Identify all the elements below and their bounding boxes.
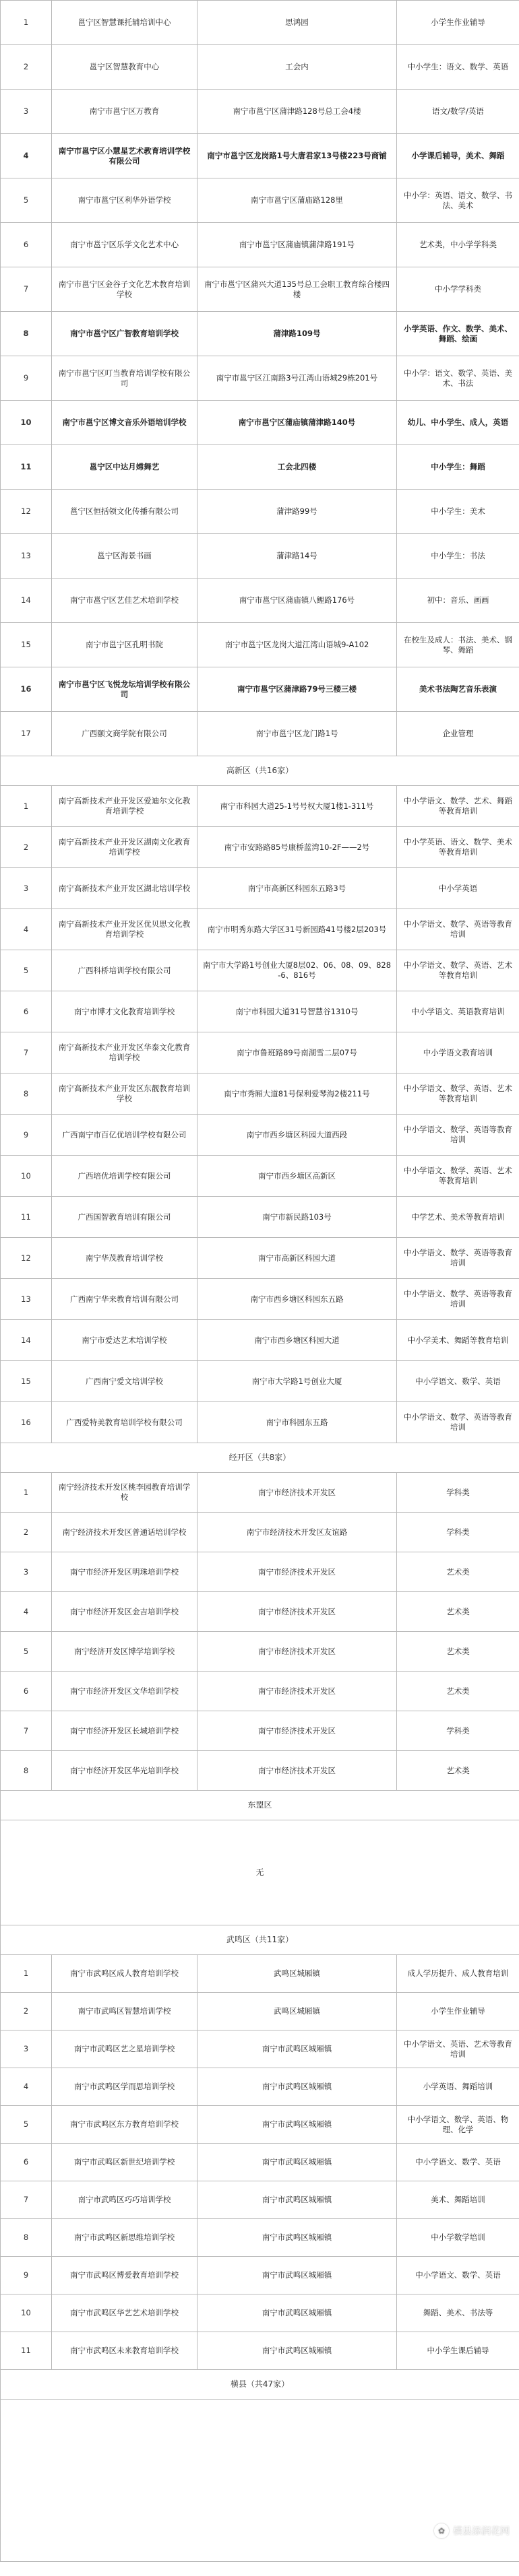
- institution-address: 南宁市武鸣区城厢镇: [197, 2257, 397, 2294]
- training-scope: 中小学语文、数学、英语、艺术等教育培训: [397, 1074, 519, 1115]
- row-number: 6: [1, 2144, 52, 2181]
- row-number: 13: [1, 1279, 52, 1320]
- training-scope: 中小学数学培训: [397, 2219, 519, 2257]
- training-scope: 中小学生：书法: [397, 534, 519, 579]
- training-scope: 艺术类，中小学学科类: [397, 223, 519, 267]
- institution-address: 南宁市科园东五路: [197, 1402, 397, 1443]
- section-title: 武鸣区（共11家）: [1, 1925, 519, 1955]
- training-scope: 中小学语文、英语教育培训: [397, 991, 519, 1032]
- training-scope: 中小学英语: [397, 868, 519, 909]
- row-number: 3: [1, 90, 52, 134]
- table-row: [1, 356, 519, 401]
- institution-name: 南宁经济技术开发区普通话培训学校: [52, 1513, 197, 1552]
- table-row: [1, 223, 519, 267]
- training-scope: 小学英语、舞蹈培训: [397, 2068, 519, 2106]
- row-number: 11: [1, 445, 52, 490]
- table-row: [1, 712, 519, 756]
- row-number: 8: [1, 312, 52, 356]
- institution-address: 南宁市武鸣区城厢镇: [197, 2144, 397, 2181]
- row-number: 10: [1, 401, 52, 445]
- training-scope: 中小学语文、数学、英语、艺术等教育培训: [397, 950, 519, 991]
- table-row: [1, 534, 519, 579]
- institution-address: 南宁市邕宁区蒲庙镇八鲤路176号: [197, 579, 397, 623]
- table-row: [1, 2181, 519, 2219]
- row-number: 10: [1, 1156, 52, 1197]
- institution-name: 南宁市武鸣区新世纪培训学校: [52, 2144, 197, 2181]
- row-number: 1: [1, 786, 52, 827]
- row-number: 7: [1, 2181, 52, 2219]
- institution-address: 南宁市武鸣区城厢镇: [197, 2332, 397, 2370]
- table-row: [1, 909, 519, 950]
- institution-name: 南宁市邕宁区乐学文化艺术中心: [52, 223, 197, 267]
- section-header-row: [1, 2370, 519, 2400]
- institution-name: 南宁市武鸣区博爱教育培训学校: [52, 2257, 197, 2294]
- table-row: [1, 490, 519, 534]
- institution-name: 南宁市武鸣区新思维培训学校: [52, 2219, 197, 2257]
- institution-address: 南宁市邕宁区蒲庙路128里: [197, 178, 397, 223]
- table-row: [1, 2144, 519, 2181]
- institution-address: 南宁市邕宁区蒲庙镇蒲津路191号: [197, 223, 397, 267]
- table-row: [1, 868, 519, 909]
- row-number: 13: [1, 534, 52, 579]
- row-number: 17: [1, 712, 52, 756]
- training-scope: 中小学语文、数学、英语等教育培训: [397, 1279, 519, 1320]
- institution-address: 南宁市安路路85号康桥蓝湾10-2F——2号: [197, 827, 397, 868]
- institution-name: 南宁经济技术开发区桃李园教育培训学校: [52, 1473, 197, 1513]
- table-row: [1, 991, 519, 1032]
- institution-address: 南宁市鲁班路89号南湖雪二层07号: [197, 1032, 397, 1074]
- institution-name: 南宁市武鸣区学而思培训学校: [52, 2068, 197, 2106]
- row-number: 8: [1, 1074, 52, 1115]
- training-scope: 中小学生：美术: [397, 490, 519, 534]
- institution-address: 南宁市大学路1号创业大厦: [197, 1361, 397, 1402]
- row-number: 14: [1, 579, 52, 623]
- table-row: [1, 1751, 519, 1791]
- table-row: [1, 1473, 519, 1513]
- institution-address: 南宁市邕宁区蒲兴大道135号总工会职工教育综合楼四楼: [197, 267, 397, 312]
- institution-name: 南宁高新技术产业开发区东靓教育培训学校: [52, 1074, 197, 1115]
- table-row: [1, 2219, 519, 2257]
- institution-name: 南宁市武鸣区东方教育培训学校: [52, 2106, 197, 2144]
- row-number: 4: [1, 2068, 52, 2106]
- row-number: 2: [1, 827, 52, 868]
- institution-address: 武鸣区城厢镇: [197, 1993, 397, 2030]
- institution-name: 南宁高新技术产业开发区湖北培训学校: [52, 868, 197, 909]
- training-scope: 艺术类: [397, 1632, 519, 1672]
- training-scope: 在校生及成人：书法、美术、钢琴、舞蹈: [397, 623, 519, 667]
- institution-address: 南宁市经济技术开发区: [197, 1592, 397, 1632]
- table-row: [1, 45, 519, 90]
- table-row: [1, 2257, 519, 2294]
- institution-address: 蒲津路14号: [197, 534, 397, 579]
- training-scope: 中小学语文、数学、英语: [397, 2144, 519, 2181]
- institution-name: 南宁市经济开发区长城培训学校: [52, 1711, 197, 1751]
- table-row: [1, 1032, 519, 1074]
- training-scope: 中小学语文、数学、艺术、舞蹈等教育培训: [397, 786, 519, 827]
- institution-name: 南宁经济开发区博学培训学校: [52, 1632, 197, 1672]
- table-row: [1, 267, 519, 312]
- row-number: 2: [1, 45, 52, 90]
- institution-name: 南宁市经济开发区金吉培训学校: [52, 1592, 197, 1632]
- table-row: [1, 312, 519, 356]
- institution-address: 工会北四楼: [197, 445, 397, 490]
- row-number: 3: [1, 1552, 52, 1592]
- institution-address: 南宁市西乡塘区科园大道: [197, 1320, 397, 1361]
- row-number: 5: [1, 1632, 52, 1672]
- row-number: 3: [1, 868, 52, 909]
- section-header-row: [1, 756, 519, 786]
- institution-address: 南宁市经济技术开发区: [197, 1751, 397, 1791]
- row-number: 6: [1, 223, 52, 267]
- row-number: 7: [1, 267, 52, 312]
- table-row: [1, 1115, 519, 1156]
- table-row: [1, 134, 519, 178]
- training-scope: 幼儿、中小学生、成人，英语: [397, 401, 519, 445]
- training-scope: 中小学语文、数学、英语、物理、化学: [397, 2106, 519, 2144]
- institution-address: 南宁市武鸣区城厢镇: [197, 2030, 397, 2068]
- institution-name: 邕宁区智慧课托辅培训中心: [52, 1, 197, 45]
- row-number: 1: [1, 1955, 52, 1993]
- section-header-row: [1, 1925, 519, 1955]
- table-row: [1, 1632, 519, 1672]
- row-number: 9: [1, 356, 52, 401]
- institution-address: 蒲津路109号: [197, 312, 397, 356]
- institution-address: 南宁市武鸣区城厢镇: [197, 2294, 397, 2332]
- table-row: [1, 950, 519, 991]
- table-row: [1, 1279, 519, 1320]
- institution-address: 南宁市新民路103号: [197, 1197, 397, 1238]
- institution-name: 邕宁区恒括领文化传播有限公司: [52, 490, 197, 534]
- institution-address: 南宁市邕宁区蒲庙镇蒲津路140号: [197, 401, 397, 445]
- training-scope: 语文/数学/英语: [397, 90, 519, 134]
- institution-name: 邕宁区中达月嫦舞艺: [52, 445, 197, 490]
- row-number: 6: [1, 1672, 52, 1711]
- institution-address: 南宁市西乡塘区高新区: [197, 1156, 397, 1197]
- institution-address: 南宁市武鸣区城厢镇: [197, 2068, 397, 2106]
- training-scope: 中小学生：语文、数学、英语: [397, 45, 519, 90]
- institution-name: 南宁市邕宁区飞悦龙坛培训学校有限公司: [52, 667, 197, 712]
- institution-address: 南宁市邕宁区江南路3号江湾山语城29栋201号: [197, 356, 397, 401]
- institution-name: 南宁市武鸣区华艺艺术培训学校: [52, 2294, 197, 2332]
- training-scope: 中小学语文、数学、英语等教育培训: [397, 1238, 519, 1279]
- training-scope: 中小学语文、数学、英语: [397, 1361, 519, 1402]
- training-scope: 中小学语文、数学、英语: [397, 2257, 519, 2294]
- training-scope: 中小学生：舞蹈: [397, 445, 519, 490]
- empty-row: [1, 1820, 519, 1925]
- training-scope: 中小学语文、数学、英语、艺术等教育培训: [397, 1156, 519, 1197]
- institution-address: 南宁市武鸣区城厢镇: [197, 2181, 397, 2219]
- table-row: [1, 178, 519, 223]
- institution-address: 南宁市邕宁区龙岗大道江湾山语城9-A102: [197, 623, 397, 667]
- section-title: 横县（共47家）: [1, 2370, 519, 2400]
- training-scope: 小学生作业辅导: [397, 1, 519, 45]
- row-number: 14: [1, 1320, 52, 1361]
- institution-name: 广西南宁华来教育培训有限公司: [52, 1279, 197, 1320]
- training-scope: 艺术类: [397, 1552, 519, 1592]
- institution-name: 南宁市爱达艺术培训学校: [52, 1320, 197, 1361]
- institution-name: 南宁市武鸣区成人教育培训学校: [52, 1955, 197, 1993]
- training-scope: 美术书法陶艺音乐表演: [397, 667, 519, 712]
- institution-name: 南宁市邕宁区叮当教育培训学校有限公司: [52, 356, 197, 401]
- table-row: [1, 445, 519, 490]
- training-scope: 学科类: [397, 1513, 519, 1552]
- table-row: [1, 2294, 519, 2332]
- empty-value: 无: [1, 1820, 519, 1925]
- institution-name: 南宁市邕宁区金谷子文化艺术教育培训学校: [52, 267, 197, 312]
- institution-name: 南宁市邕宁区万教育: [52, 90, 197, 134]
- institution-name: 南宁高新技术产业开发区华泰文化教育培训学校: [52, 1032, 197, 1074]
- training-scope: 中小学语文、数学、英语等教育培训: [397, 1115, 519, 1156]
- institution-address: 南宁市经济技术开发区: [197, 1711, 397, 1751]
- institution-address: 南宁市西乡塘区科园大道西段: [197, 1115, 397, 1156]
- institution-address: 南宁市经济技术开发区: [197, 1552, 397, 1592]
- institution-name: 南宁高新技术产业开发区优贝思文化教育培训学校: [52, 909, 197, 950]
- row-number: 7: [1, 1711, 52, 1751]
- row-number: 9: [1, 1115, 52, 1156]
- row-number: 2: [1, 1993, 52, 2030]
- institution-name: 南宁市博才文化教育培训学校: [52, 991, 197, 1032]
- training-scope: 中小学语文、英语、艺术等教育培训: [397, 2030, 519, 2068]
- row-number: 3: [1, 2030, 52, 2068]
- institution-name: 南宁市邕宁区孔明书院: [52, 623, 197, 667]
- table-row: [1, 2332, 519, 2370]
- institution-address: 南宁市经济技术开发区: [197, 1473, 397, 1513]
- institution-address: 武鸣区城厢镇: [197, 1955, 397, 1993]
- row-number: 16: [1, 1402, 52, 1443]
- institution-name: 广西科桥培训学校有限公司: [52, 950, 197, 991]
- row-number: 15: [1, 623, 52, 667]
- institution-address: 南宁市经济技术开发区: [197, 1672, 397, 1711]
- table-row: [1, 401, 519, 445]
- row-number: 5: [1, 178, 52, 223]
- institution-name: 南宁市邕宁区艺佳艺术培训学校: [52, 579, 197, 623]
- row-number: 11: [1, 1197, 52, 1238]
- training-scope: 成人学历提升、成人教育培训: [397, 1955, 519, 1993]
- institution-address: 南宁市武鸣区城厢镇: [197, 2106, 397, 2144]
- institution-name: 南宁市邕宁区博文音乐外语培训学校: [52, 401, 197, 445]
- institution-name: 南宁市武鸣区巧巧培训学校: [52, 2181, 197, 2219]
- institution-name: 南宁市经济开发区明珠培训学校: [52, 1552, 197, 1592]
- institution-address: 南宁市大学路1号创业大厦8层02、06、08、09、828-6、816号: [197, 950, 397, 991]
- row-number: 12: [1, 1238, 52, 1279]
- institution-name: 广西南宁爱文培训学校: [52, 1361, 197, 1402]
- row-number: 8: [1, 1751, 52, 1791]
- row-number: 1: [1, 1, 52, 45]
- training-scope: 学科类: [397, 1473, 519, 1513]
- training-scope: 小学课后辅导，美术、舞蹈: [397, 134, 519, 178]
- table-row: [1, 623, 519, 667]
- table-row: [1, 2106, 519, 2144]
- table-row: [1, 1197, 519, 1238]
- institution-address: 工会内: [197, 45, 397, 90]
- training-scope: 中小学：语文、数学、英语、美术、书法: [397, 356, 519, 401]
- institution-address: 南宁市邕宁区龙岗路1号大唐君家13号楼223号商铺: [197, 134, 397, 178]
- institution-name: 广西国智教育培训有限公司: [52, 1197, 197, 1238]
- table-row: [1, 2030, 519, 2068]
- training-scope: 艺术类: [397, 1592, 519, 1632]
- table-row: [1, 1238, 519, 1279]
- institution-name: 南宁市武鸣区智慧培训学校: [52, 1993, 197, 2030]
- row-number: 2: [1, 1513, 52, 1552]
- watermark: [434, 2523, 510, 2538]
- institution-address: 蒲津路99号: [197, 490, 397, 534]
- institution-address: 南宁市经济技术开发区友谊路: [197, 1513, 397, 1552]
- wechat-icon: ✿: [434, 2523, 449, 2538]
- row-number: 10: [1, 2294, 52, 2332]
- institution-name: 南宁市邕宁区广智教育培训学校: [52, 312, 197, 356]
- institution-address: 南宁市西乡塘区科园东五路: [197, 1279, 397, 1320]
- table-row: [1, 667, 519, 712]
- institution-name: 广西南宁市百亿优培训学校有限公司: [52, 1115, 197, 1156]
- training-scope: 美术、舞蹈培训: [397, 2181, 519, 2219]
- section-title: 经开区（共8家）: [1, 1443, 519, 1473]
- row-number: 5: [1, 950, 52, 991]
- institution-address: 南宁市科园大道25-1号号权大厦1楼1-311号: [197, 786, 397, 827]
- training-scope: 中小学语文教育培训: [397, 1032, 519, 1074]
- training-scope: 中小学美术、舞蹈等教育培训: [397, 1320, 519, 1361]
- training-scope: 小学英语、作文、数学、美术、舞蹈、绘画: [397, 312, 519, 356]
- table-row: [1, 1, 519, 45]
- row-number: 16: [1, 667, 52, 712]
- institution-name: 南宁市武鸣区未来教育培训学校: [52, 2332, 197, 2370]
- training-scope: 中小学英语、语文、数学、美术等教育培训: [397, 827, 519, 868]
- institution-name: 南宁市邕宁区小慧星艺术教育培训学校有限公司: [52, 134, 197, 178]
- row-number: 5: [1, 2106, 52, 2144]
- table-row: [1, 1955, 519, 1993]
- institution-address: 南宁市邕宁区蒲津路128号总工会4楼: [197, 90, 397, 134]
- institution-name: 广西爱特美教育培训学校有限公司: [52, 1402, 197, 1443]
- institution-address: 南宁市经济技术开发区: [197, 1632, 397, 1672]
- table-row: [1, 1592, 519, 1632]
- table-row: [1, 1993, 519, 2030]
- training-scope: 企业管理: [397, 712, 519, 756]
- institution-address: 南宁市武鸣区城厢镇: [197, 2219, 397, 2257]
- table-row: [1, 1156, 519, 1197]
- table-row: [1, 1320, 519, 1361]
- row-number: 12: [1, 490, 52, 534]
- institution-address: 南宁市科园大道31号智慧谷1310号: [197, 991, 397, 1032]
- table-row: [1, 1402, 519, 1443]
- training-scope: 中小学语文、数学、英语等教育培训: [397, 909, 519, 950]
- row-number: 4: [1, 134, 52, 178]
- training-scope: 中小学：英语、语文、数学、书法、美术: [397, 178, 519, 223]
- table-row: [1, 1672, 519, 1711]
- institution-address: 思鸿园: [197, 1, 397, 45]
- institution-name: 邕宁区智慧教育中心: [52, 45, 197, 90]
- training-scope: 中小学生课后辅导: [397, 2332, 519, 2370]
- institution-name: 南宁市邕宁区利华外语学校: [52, 178, 197, 223]
- training-scope: 中小学学科类: [397, 267, 519, 312]
- training-scope: 小学生作业辅导: [397, 1993, 519, 2030]
- institution-address: 南宁市高新区科园东五路3号: [197, 868, 397, 909]
- institution-address: 南宁市邕宁区龙门路1号: [197, 712, 397, 756]
- institution-name: 南宁高新技术产业开发区爱迪尔文化教育培训学校: [52, 786, 197, 827]
- institution-address: 南宁市邕宁区蒲津路79号三楼三楼: [197, 667, 397, 712]
- table-row: [1, 1711, 519, 1751]
- institution-name: 邕宁区海景书画: [52, 534, 197, 579]
- row-number: 6: [1, 991, 52, 1032]
- row-number: 4: [1, 1592, 52, 1632]
- institution-address: 南宁市高新区科园大道: [197, 1238, 397, 1279]
- institution-name: 广西培优培训学校有限公司: [52, 1156, 197, 1197]
- table-row: [1, 579, 519, 623]
- table-row: [1, 1513, 519, 1552]
- table-row: [1, 1074, 519, 1115]
- institution-name: 南宁华茂教育培训学校: [52, 1238, 197, 1279]
- row-number: 1: [1, 1473, 52, 1513]
- table-row: [1, 786, 519, 827]
- table-row: [1, 90, 519, 134]
- training-scope: 舞蹈、美术、书法等: [397, 2294, 519, 2332]
- training-scope: 艺术类: [397, 1751, 519, 1791]
- institution-name: 南宁高新技术产业开发区湖南文化教育培训学校: [52, 827, 197, 868]
- training-scope: 中学艺术、美术等教育培训: [397, 1197, 519, 1238]
- institution-name: 南宁市经济开发区文华培训学校: [52, 1672, 197, 1711]
- section-title: 东盟区: [1, 1791, 519, 1820]
- institution-name: 南宁市武鸣区艺之星培训学校: [52, 2030, 197, 2068]
- training-scope: 中小学语文、数学、英语等教育培训: [397, 1402, 519, 1443]
- row-number: 8: [1, 2219, 52, 2257]
- row-number: 11: [1, 2332, 52, 2370]
- section-header-row: [1, 1443, 519, 1473]
- table-row: [1, 1552, 519, 1592]
- watermark-text: 横县添润花网: [453, 2526, 510, 2537]
- table-row: [1, 1361, 519, 1402]
- training-scope: 初中：音乐、画画: [397, 579, 519, 623]
- row-number: 15: [1, 1361, 52, 1402]
- training-scope: 艺术类: [397, 1672, 519, 1711]
- institution-address: 南宁市明秀东路大学区31号新园路41号楼2层203号: [197, 909, 397, 950]
- row-number: 4: [1, 909, 52, 950]
- row-number: 7: [1, 1032, 52, 1074]
- section-title: 高新区（共16家）: [1, 756, 519, 786]
- institution-address: 南宁市秀厢大道81号保利爱琴海2楼211号: [197, 1074, 397, 1115]
- row-number: 9: [1, 2257, 52, 2294]
- training-scope: 学科类: [397, 1711, 519, 1751]
- section-header-row: [1, 1791, 519, 1820]
- institution-name: 广西颐文商学院有限公司: [52, 712, 197, 756]
- institution-name: 南宁市经济开发区华光培训学校: [52, 1751, 197, 1791]
- table-row: [1, 827, 519, 868]
- table-row: [1, 2068, 519, 2106]
